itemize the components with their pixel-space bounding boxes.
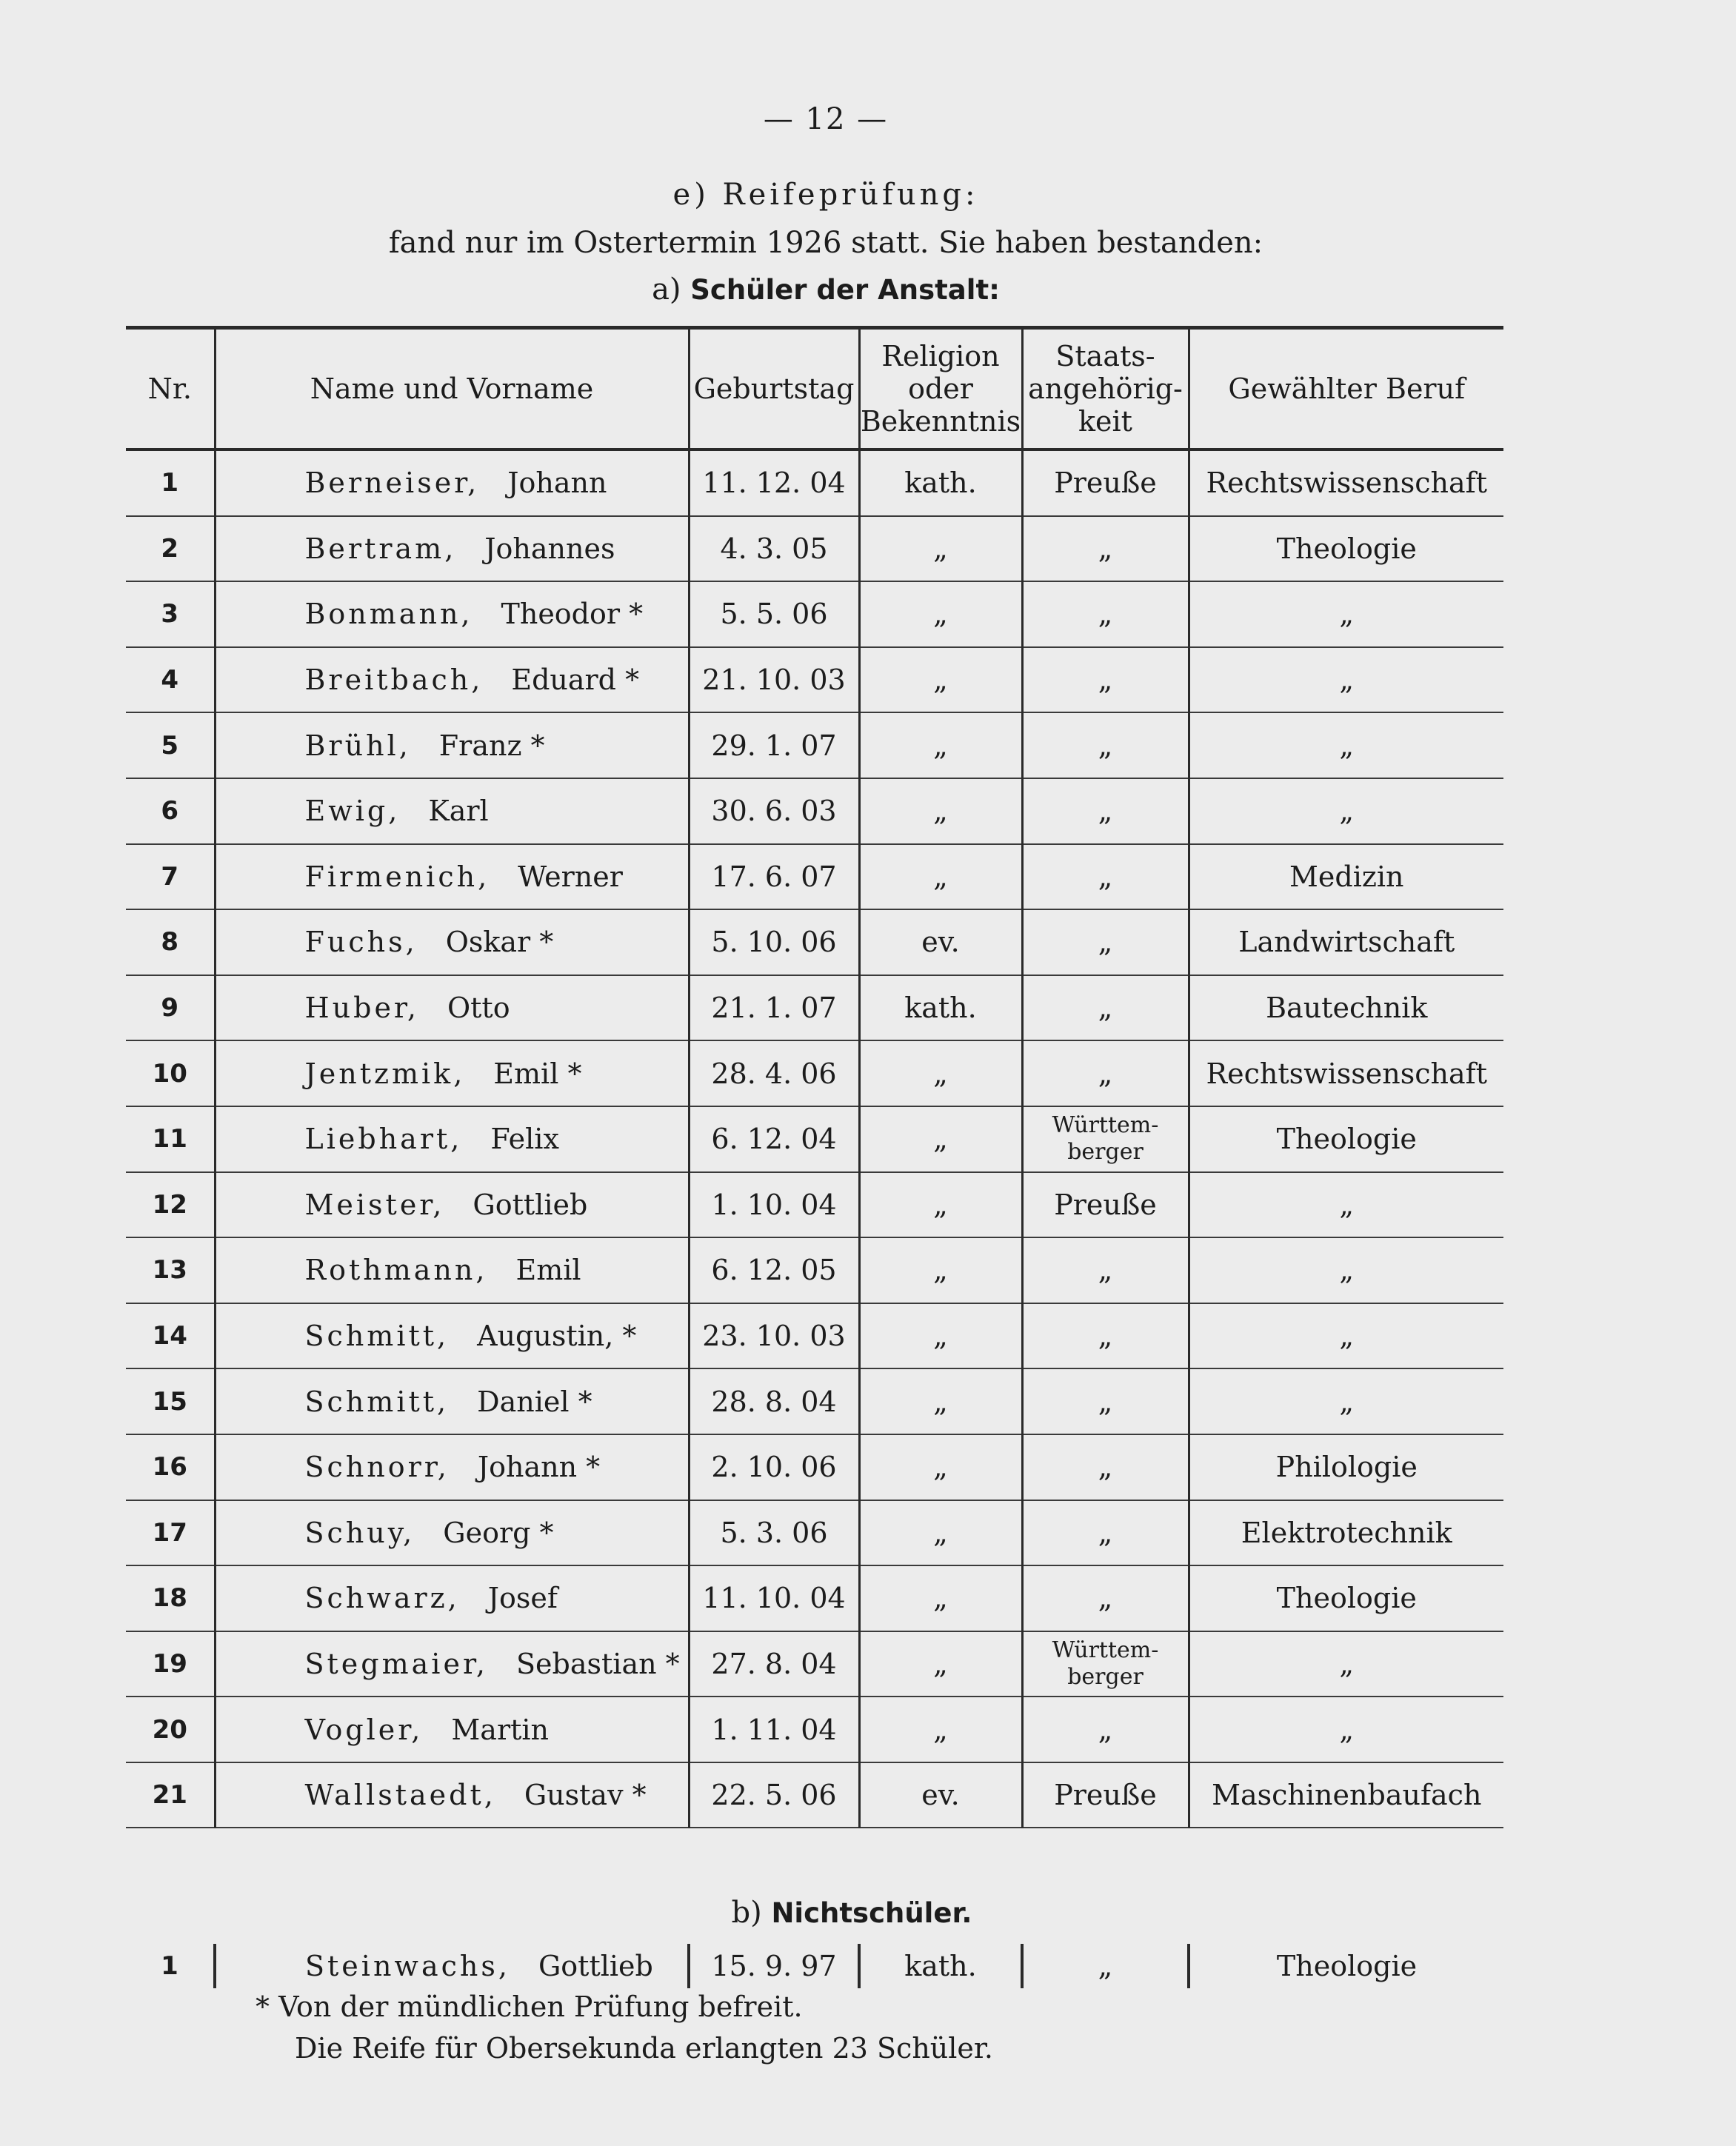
cell-nr: 21 (126, 1762, 215, 1828)
cell-profession: Medizin (1189, 844, 1503, 910)
cell-profession: Theologie (1189, 516, 1503, 582)
cell-name (215, 1500, 689, 1566)
cell-name (215, 1697, 689, 1762)
cell-nr: 4 (126, 647, 215, 713)
cell-name (215, 712, 689, 778)
cell-religion: ev. (859, 909, 1022, 975)
cell-nationality: „ (1022, 516, 1189, 582)
table-row (126, 1631, 1503, 1697)
page-number: — 12 — (763, 102, 889, 136)
cell-firstname: Otto (447, 992, 510, 1025)
cell-profession: „ (1189, 1631, 1503, 1697)
cell-religion: „ (859, 1172, 1022, 1238)
cell-firstname: Eduard * (511, 663, 640, 697)
cell-birthday: 5. 3. 06 (689, 1500, 859, 1566)
cell-profession: „ (1189, 778, 1503, 844)
cell-profession: Rechtswissenschaft (1189, 449, 1503, 516)
cell-religion: „ (859, 1106, 1022, 1172)
cell-firstname: Gottlieb (473, 1188, 588, 1221)
cell-nationality: „ (1022, 778, 1189, 844)
cell-birthday: 28. 4. 06 (689, 1040, 859, 1106)
subheading-students (0, 273, 1652, 307)
cell-surname: Steinwachs, (305, 1950, 510, 1982)
cell-profession: „ (1189, 1303, 1503, 1369)
cell-religion: „ (859, 1040, 1022, 1106)
summary-text: Die Reife für Obersekunda erlangten 23 Schüler. (295, 2032, 993, 2065)
cell-surname: Stegmaier, (304, 1647, 489, 1680)
subheading-students-title: Schüler der Anstalt: (690, 274, 1000, 306)
cell-nationality: „ (1022, 1368, 1189, 1434)
cell-surname: Meister, (304, 1188, 445, 1221)
cell-birthday: 21. 1. 07 (689, 975, 859, 1041)
table-row (126, 909, 1503, 975)
cell-religion: „ (859, 1500, 1022, 1566)
table-row (126, 516, 1503, 582)
cell-name (215, 1303, 689, 1369)
cell-nationality: „ (1022, 1565, 1189, 1631)
subheading-nonstudents-title: Nichtschüler. (771, 1897, 972, 1929)
cell-surname: Fuchs, (304, 926, 418, 959)
cell-religion: „ (859, 581, 1022, 647)
cell-birthday: 6. 12. 05 (689, 1237, 859, 1303)
cell-birthday: 28. 8. 04 (689, 1368, 859, 1434)
cell-name (215, 844, 689, 910)
cell-profession: Elektrotechnik (1189, 1500, 1503, 1566)
cell-nr: 5 (126, 712, 215, 778)
cell-nationality: „ (1022, 1040, 1189, 1106)
cell-name (215, 1434, 689, 1500)
cell-firstname: Daniel * (477, 1385, 592, 1418)
cell-religion: „ (859, 712, 1022, 778)
cell-surname: Huber, (304, 992, 419, 1025)
cell-firstname: Oskar * (445, 926, 554, 959)
footnote: * Von der mündlichen Prüfung befreit. (256, 1990, 803, 2023)
cell-nr: 1 (161, 1951, 178, 1981)
cell-name (215, 1631, 689, 1697)
cell-profession: Maschinenbaufach (1189, 1762, 1503, 1828)
cell-birthday: 30. 6. 03 (689, 778, 859, 844)
table-row (126, 1368, 1503, 1434)
cell-religion: „ (859, 778, 1022, 844)
table-row (126, 1944, 1503, 1988)
cell-nr: 8 (126, 909, 215, 975)
cell-nr: 17 (126, 1500, 215, 1566)
cell-name (215, 516, 689, 582)
cell-nr: 9 (126, 975, 215, 1041)
cell-profession: Bautechnik (1189, 975, 1503, 1041)
header-name: Name und Vorname (215, 328, 689, 450)
cell-surname: Rothmann, (304, 1254, 488, 1287)
cell-firstname: Emil (515, 1254, 581, 1287)
cell-religion: kath. (859, 449, 1022, 516)
cell-nationality: Württem- berger (1022, 1631, 1189, 1697)
cell-religion: „ (859, 1434, 1022, 1500)
cell-nationality: „ (1022, 1500, 1189, 1566)
cell-firstname: Franz * (438, 729, 545, 762)
cell-nr: 20 (126, 1697, 215, 1762)
table-row (126, 1697, 1503, 1762)
cell-religion: „ (859, 1565, 1022, 1631)
cell-name (215, 1368, 689, 1434)
cell-surname: Firmenich, (304, 860, 490, 893)
table-row (126, 1565, 1503, 1631)
table-row (126, 1303, 1503, 1369)
cell-nationality: Preuße (1022, 449, 1189, 516)
table-row (126, 1040, 1503, 1106)
cell-name (215, 975, 689, 1041)
subheading-nonstudents (0, 1896, 1703, 1930)
table-row (126, 1434, 1503, 1500)
table-header-row (126, 328, 1503, 450)
cell-firstname: Werner (518, 860, 623, 893)
cell-nationality: Preuße (1022, 1172, 1189, 1238)
cell-firstname: Gottlieb (538, 1950, 653, 1982)
cell-birthday: 11. 12. 04 (689, 449, 859, 516)
cell-religion: „ (859, 1237, 1022, 1303)
section-title: e) Reifeprüfung: (672, 178, 979, 212)
cell-firstname: Felix (490, 1123, 559, 1156)
cell-nr: 7 (126, 844, 215, 910)
cell-birthday: 15. 9. 97 (689, 1944, 859, 1988)
cell-nationality: „ (1022, 1697, 1189, 1762)
cell-religion: kath. (859, 975, 1022, 1041)
cell-firstname: Josef (487, 1582, 558, 1615)
cell-nationality: „ (1022, 975, 1189, 1041)
cell-profession: „ (1189, 1172, 1503, 1238)
cell-nationality: „ (1022, 1237, 1189, 1303)
cell-name (215, 1565, 689, 1631)
cell-birthday: 27. 8. 04 (689, 1631, 859, 1697)
cell-nr: 13 (126, 1237, 215, 1303)
cell-name (215, 909, 689, 975)
students-table (126, 326, 1503, 1828)
cell-religion: „ (859, 1303, 1022, 1369)
header-birthday: Geburtstag (689, 328, 859, 450)
cell-nationality: „ (1022, 1303, 1189, 1369)
table-row (126, 1106, 1503, 1172)
cell-name (215, 1944, 689, 1988)
table-row (126, 1500, 1503, 1566)
cell-profession: „ (1189, 647, 1503, 713)
cell-name (215, 1172, 689, 1238)
cell-nr: 14 (126, 1303, 215, 1369)
cell-surname: Schnorr, (304, 1451, 450, 1484)
cell-birthday: 1. 10. 04 (689, 1172, 859, 1238)
cell-religion: „ (859, 1697, 1022, 1762)
subheading-nonstudents-label: b) (731, 1896, 762, 1930)
cell-nationality: „ (1022, 712, 1189, 778)
cell-firstname: Augustin, * (477, 1320, 637, 1353)
cell-nr: 1 (126, 449, 215, 516)
cell-name (215, 1237, 689, 1303)
cell-nr: 12 (126, 1172, 215, 1238)
cell-religion: ev. (859, 1762, 1022, 1828)
cell-birthday: 2. 10. 06 (689, 1434, 859, 1500)
cell-name (215, 1762, 689, 1828)
cell-profession: „ (1189, 712, 1503, 778)
cell-firstname: Karl (428, 795, 489, 828)
cell-name (215, 778, 689, 844)
cell-nr: 11 (126, 1106, 215, 1172)
cell-nationality: „ (1022, 647, 1189, 713)
cell-firstname: Emil * (493, 1057, 582, 1090)
cell-profession: „ (1189, 1237, 1503, 1303)
cell-profession: Landwirtschaft (1189, 909, 1503, 975)
cell-nr: 15 (126, 1368, 215, 1434)
cell-name (215, 647, 689, 713)
cell-nationality: Württem- berger (1022, 1106, 1189, 1172)
cell-profession: Theologie (1189, 1565, 1503, 1631)
cell-birthday: 5. 10. 06 (689, 909, 859, 975)
cell-name (215, 1040, 689, 1106)
cell-surname: Wallstaedt, (304, 1779, 496, 1812)
table-row (126, 778, 1503, 844)
table-row (126, 975, 1503, 1041)
cell-nr: 3 (126, 581, 215, 647)
table-row (126, 1237, 1503, 1303)
cell-nationality: „ (1022, 909, 1189, 975)
cell-profession: „ (1189, 581, 1503, 647)
cell-nationality: „ (1022, 1434, 1189, 1500)
cell-name (215, 1106, 689, 1172)
cell-birthday: 17. 6. 07 (689, 844, 859, 910)
table-row (126, 581, 1503, 647)
cell-nr: 18 (126, 1565, 215, 1631)
cell-nr: 19 (126, 1631, 215, 1697)
nonstudents-table-body (126, 1944, 1503, 1988)
cell-profession: Philologie (1189, 1434, 1503, 1500)
cell-nationality: „ (1022, 581, 1189, 647)
subheading-students-label: a) (652, 273, 681, 307)
cell-religion: „ (859, 844, 1022, 910)
cell-surname: Liebhart, (304, 1123, 463, 1156)
cell-firstname: Sebastian * (516, 1647, 680, 1680)
cell-religion: kath. (859, 1944, 1022, 1988)
cell-profession: „ (1189, 1697, 1503, 1762)
cell-birthday: 4. 3. 05 (689, 516, 859, 582)
cell-birthday: 22. 5. 06 (689, 1762, 859, 1828)
cell-surname: Schmitt, (304, 1385, 450, 1418)
cell-profession: Rechtswissenschaft (1189, 1040, 1503, 1106)
cell-profession: Theologie (1189, 1944, 1503, 1988)
header-religion: Religion oder Bekenntnis (859, 328, 1022, 450)
cell-religion: „ (859, 1368, 1022, 1434)
cell-religion: „ (859, 516, 1022, 582)
cell-firstname: Gustav * (524, 1779, 647, 1812)
cell-surname: Vogler, (304, 1713, 424, 1746)
cell-surname: Brühl, (304, 729, 411, 762)
table-row (126, 712, 1503, 778)
cell-surname: Breitbach, (304, 663, 484, 697)
cell-surname: Bertram, (304, 532, 457, 565)
table-row (126, 449, 1503, 516)
cell-birthday: 6. 12. 04 (689, 1106, 859, 1172)
cell-birthday: 23. 10. 03 (689, 1303, 859, 1369)
cell-surname: Bonmann, (304, 598, 473, 631)
cell-firstname: Johannes (484, 532, 615, 565)
header-nationality: Staats- angehörig- keit (1022, 328, 1189, 450)
cell-profession: „ (1189, 1368, 1503, 1434)
cell-firstname: Martin (451, 1713, 550, 1746)
cell-religion: „ (859, 1631, 1022, 1697)
cell-religion: „ (859, 647, 1022, 713)
cell-birthday: 11. 10. 04 (689, 1565, 859, 1631)
cell-birthday: 21. 10. 03 (689, 647, 859, 713)
cell-nr: 10 (126, 1040, 215, 1106)
table-row (126, 1172, 1503, 1238)
cell-nationality: „ (1022, 1944, 1189, 1988)
cell-name (215, 449, 689, 516)
students-table-body (126, 449, 1503, 1828)
table-row (126, 647, 1503, 713)
cell-firstname: Theodor * (501, 598, 644, 631)
cell-nationality: Preuße (1022, 1762, 1189, 1828)
cell-firstname: Georg * (443, 1516, 554, 1549)
cell-surname: Schmitt, (304, 1320, 450, 1353)
cell-birthday: 5. 5. 06 (689, 581, 859, 647)
table-row (126, 844, 1503, 910)
cell-nr: 6 (126, 778, 215, 844)
cell-name (215, 581, 689, 647)
cell-surname: Jentzmik, (304, 1057, 466, 1090)
cell-birthday: 1. 11. 04 (689, 1697, 859, 1762)
cell-firstname: Johann * (477, 1451, 601, 1484)
cell-nationality: „ (1022, 844, 1189, 910)
header-profession: Gewählter Beruf (1189, 328, 1503, 450)
table-row (126, 1762, 1503, 1828)
cell-surname: Schwarz, (304, 1582, 460, 1615)
cell-surname: Berneiser, (304, 467, 480, 500)
cell-profession: Theologie (1189, 1106, 1503, 1172)
intro-text: fand nur im Ostertermin 1926 statt. Sie haben bestanden: (388, 226, 1263, 260)
cell-nr: 16 (126, 1434, 215, 1500)
cell-surname: Schuy, (304, 1516, 415, 1549)
cell-firstname: Johann (507, 467, 607, 500)
nonstudents-table (126, 1944, 1503, 1988)
header-nr: Nr. (126, 328, 215, 450)
cell-nr: 2 (126, 516, 215, 582)
cell-birthday: 29. 1. 07 (689, 712, 859, 778)
cell-surname: Ewig, (304, 795, 401, 828)
